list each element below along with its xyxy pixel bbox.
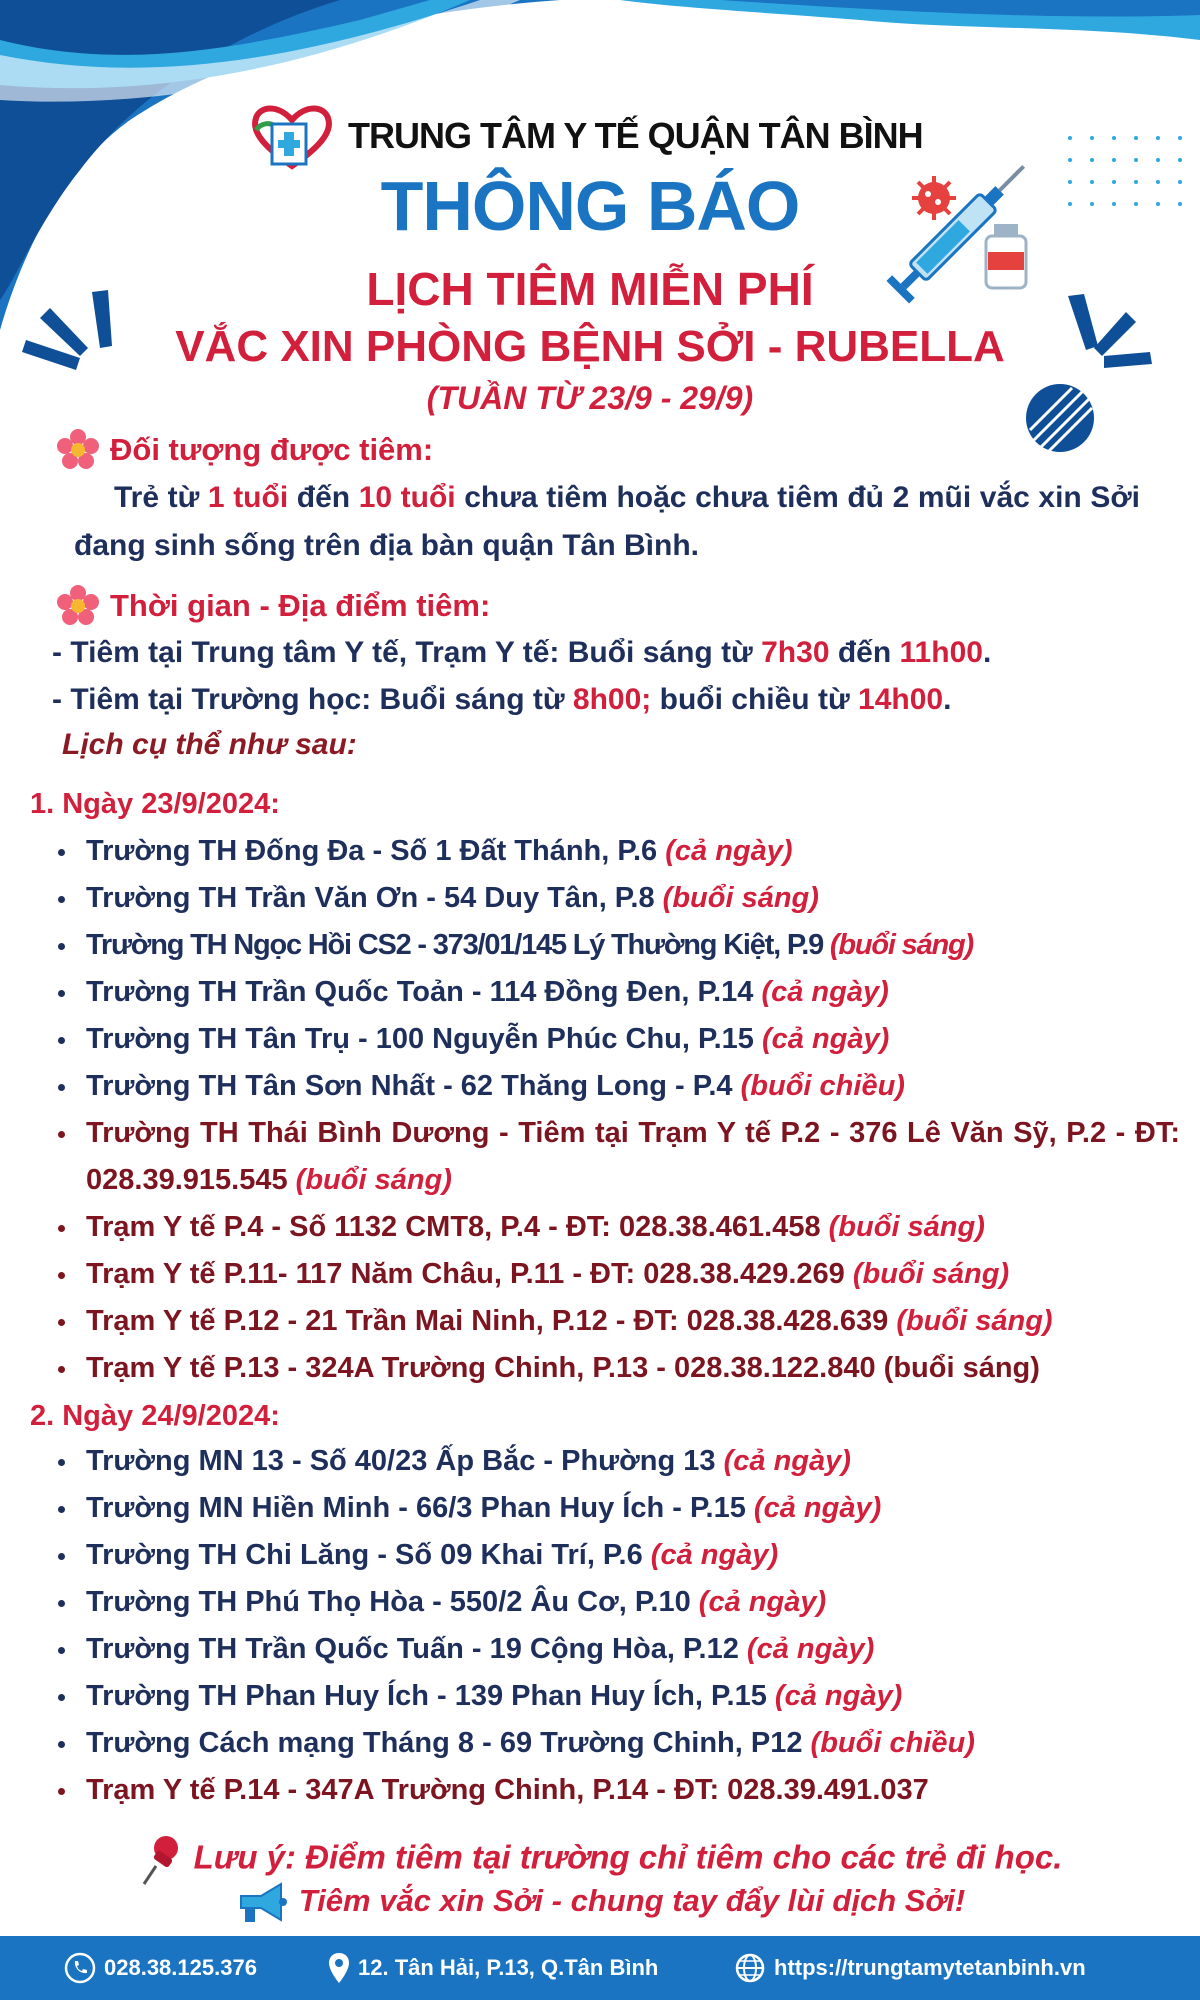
footer-address: 12. Tân Hải, P.13, Q.Tân Bình (328, 1936, 658, 2000)
hospital-logo-icon (250, 100, 334, 172)
flower-icon (56, 584, 100, 628)
week-range: (TUẦN TỪ 23/9 - 29/9) (426, 380, 754, 416)
target-section-heading (56, 428, 433, 472)
target-heading-text: Đối tượng được tiêm: (110, 432, 434, 467)
list-item: Trường TH Trần Quốc Toản - 114 Đồng Đen, P.14 (cả ngày) (40, 969, 1180, 1016)
list-item: Trường TH Thái Bình Dương - Tiêm tại Trạm Y tế P.2 - 376 Lê Văn Sỹ, P.2 - ĐT: 028.39.915.545 (buổi sáng) (40, 1110, 1180, 1204)
age-to: 10 tuổi (358, 481, 456, 514)
list-item: Trạm Y tế P.14 - 347A Trường Chinh, P.14 - ĐT: 028.39.491.037 (40, 1767, 1180, 1814)
phone-icon (64, 1952, 96, 1984)
list-item: Trường TH Trần Quốc Tuấn - 19 Cộng Hòa, P.12 (cả ngày) (40, 1626, 1180, 1673)
globe-icon (734, 1952, 766, 1984)
time-heading-text: Thời gian - Địa điểm tiêm: (110, 588, 491, 623)
list-item: Trạm Y tế P.13 - 324A Trường Chinh, P.13 - 028.38.122.840 (buổi sáng) (40, 1345, 1180, 1392)
day2-heading: 2. Ngày 24/9/2024: (30, 1400, 280, 1432)
note-school-only: Lưu ý: Điểm tiêm tại trường chỉ tiêm cho các trẻ đi học. (0, 1832, 1200, 1888)
list-item: Trạm Y tế P.11- 117 Năm Châu, P.11 - ĐT: 028.38.429.269 (buổi sáng) (40, 1251, 1180, 1298)
age-from: 1 tuổi (207, 481, 289, 514)
target-paragraph: Trẻ từ 1 tuổi đến 10 tuổi chưa tiêm hoặc chưa tiêm đủ 2 mũi vắc xin Sởi đang sinh sống trên địa bàn quận Tân Bình. (74, 481, 1141, 562)
list-item: Trạm Y tế P.4 - Số 1132 CMT8, P.4 - ĐT: 028.38.461.458 (buổi sáng) (40, 1204, 1180, 1251)
footer-bar (0, 1936, 1200, 2000)
list-item: Trường TH Tân Sơn Nhất - 62 Thăng Long - P.4 (buổi chiều) (40, 1063, 1180, 1110)
day2-list (40, 1438, 1180, 1814)
day1-heading: 1. Ngày 23/9/2024: (30, 788, 280, 820)
megaphone-icon (235, 1880, 289, 1926)
schedule-intro: Lịch cụ thể như sau: (62, 728, 357, 761)
list-item: Trường TH Chi Lăng - Số 09 Khai Trí, P.6 (cả ngày) (40, 1532, 1180, 1579)
list-item: Trường MN Hiền Minh - 66/3 Phan Huy Ích - P.15 (cả ngày) (40, 1485, 1180, 1532)
time-line-health-center: - Tiêm tại Trung tâm Y tế, Trạm Y tế: Buổi sáng từ 7h30 đến 11h00. (52, 636, 992, 669)
list-item: Trạm Y tế P.12 - 21 Trần Mai Ninh, P.12 - ĐT: 028.38.428.639 (buổi sáng) (40, 1298, 1180, 1345)
footer-phone[interactable]: 028.38.125.376 (64, 1936, 257, 2000)
location-pin-icon (328, 1952, 350, 1984)
footer-website-link[interactable]: https://trungtamytetanbinh.vn (734, 1936, 1086, 2000)
flower-icon (56, 428, 100, 472)
page-title: THÔNG BÁO (380, 167, 800, 245)
list-item: Trường TH Phan Huy Ích - 139 Phan Huy Ích, P.15 (cả ngày) (40, 1673, 1180, 1720)
header (250, 100, 923, 172)
org-name: TRUNG TÂM Y TẾ QUẬN TÂN BÌNH (348, 115, 923, 156)
list-item: Trường TH Đống Đa - Số 1 Đất Thánh, P.6 (cả ngày) (40, 828, 1180, 875)
time-section-heading (56, 584, 490, 628)
day1-list (40, 828, 1180, 1392)
list-item: Trường TH Phú Thọ Hòa - 550/2 Âu Cơ, P.10 (cả ngày) (40, 1579, 1180, 1626)
list-item: Trường TH Trần Văn Ơn - 54 Duy Tân, P.8 (buổi sáng) (40, 875, 1180, 922)
time-line-school: - Tiêm tại Trường học: Buổi sáng từ 8h00; buổi chiều từ 14h00. (52, 683, 952, 716)
list-item: Trường TH Ngọc Hồi CS2 - 373/01/145 Lý Thường Kiệt, P.9 (buổi sáng) (40, 922, 1180, 969)
list-item: Trường Cách mạng Tháng 8 - 69 Trường Chinh, P12 (buổi chiều) (40, 1720, 1180, 1767)
subtitle-line1: LỊCH TIÊM MIỄN PHÍ (366, 263, 814, 315)
list-item: Trường MN 13 - Số 40/23 Ấp Bắc - Phường 13 (cả ngày) (40, 1438, 1180, 1485)
list-item: Trường TH Tân Trụ - 100 Nguyễn Phúc Chu, P.15 (cả ngày) (40, 1016, 1180, 1063)
note-slogan: Tiêm vắc xin Sởi - chung tay đẩy lùi dịch Sởi! (0, 1880, 1200, 1926)
subtitle-line2: VẮC XIN PHÒNG BỆNH SỞI - RUBELLA (175, 322, 1005, 371)
